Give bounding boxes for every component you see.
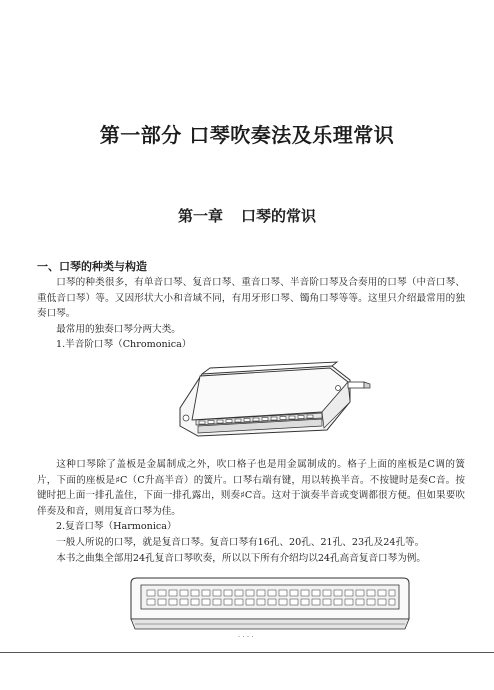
list-item-chromatic: 1.半音阶口琴（Chromonica）: [56, 339, 192, 350]
part-title: 第一部分 口琴吹奏法及乐理常识: [99, 123, 395, 147]
tremolo-harmonica-illustration: [125, 575, 415, 637]
chapter-number: 第一章: [177, 207, 223, 225]
paragraph-two-categories: 最常用的独奏口琴分两大类。: [56, 324, 181, 335]
scan-artifact: · · · ·: [238, 633, 254, 641]
bottom-rule: [0, 652, 494, 653]
list-item-tremolo: 2.复音口琴（Harmonica）: [56, 521, 177, 532]
paragraph-harmonica-types: 口琴的种类很多，有单音口琴、复音口琴、重音口琴、半音阶口琴及合奏用的口琴（中音口琴、重低音口琴）等。又因形状大小和音域不同，有用牙形口琴、镯角口琴等等。这里只介绍最常用的独奏口琴。: [37, 277, 465, 320]
section-title: 一、口琴的种类与构造: [37, 260, 147, 273]
paragraph-chromatic-description: 这种口琴除了盖板是金属制成之外，吹口格子也是用金属制成的。格子上面的座板是C调的簧片，下面的座板是♯C（C升高半音）的簧片。口琴右端有键，用以转换半音。不按键时是奏C音。按键时把上面一排孔盖住，下面一排孔露出，则奏♯C音。这对于演奏半音或变调都很方便。但如果要吹伴奏及和音，则用复音口琴为佳。: [37, 459, 465, 517]
chapter-heading: [0, 205, 494, 226]
chapter-title: 口琴的常识: [241, 207, 317, 225]
chromatic-harmonica-illustration: [172, 356, 376, 452]
paragraph-tremolo-intro: 一般人所说的口琴，就是复音口琴。复音口琴有16孔、20孔、21孔、23孔及24孔等。: [56, 537, 425, 548]
paragraph-book-note: 本书之曲集全部用24孔复音口琴吹奏，所以以下所有介绍均以24孔高音复音口琴为例。: [56, 553, 426, 564]
